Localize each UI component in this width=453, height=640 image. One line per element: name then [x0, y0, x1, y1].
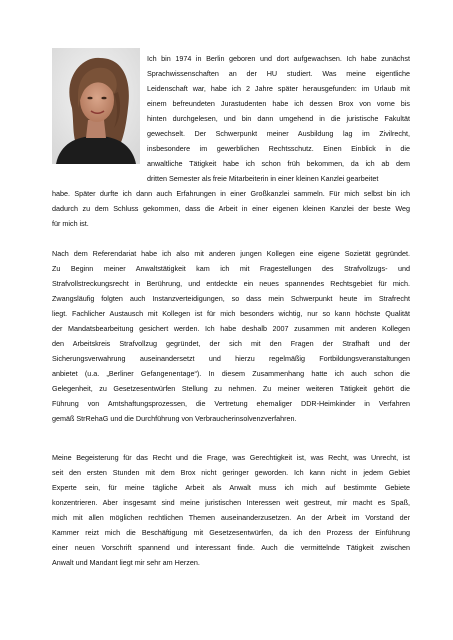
career-paragraph [52, 246, 410, 426]
text-line: Zu Beginn meiner Anwaltstätigkeit kam ich mit Fragestellungen des Strafvollzugs- und [52, 264, 410, 273]
text-line: Meine Begeisterung für das Recht und die Frage, was Gerechtigkeit ist, was Recht, was Unrecht, ist [52, 453, 410, 462]
text-line: der Mandatsbearbeitung gesichert werden. Ich habe deshalb 2007 zusammen mit anderen Kollegen [52, 324, 410, 333]
text-line: hinten durchgelesen, und bin dann umgehend in die juristische Fakultät [147, 114, 410, 123]
text-line: dritten Semester als freie Mitarbeiterin in einer kleinen Kanzlei gearbeitet [147, 174, 379, 183]
text-line: habe. Später durfte ich dann auch Erfahrungen in einer Großkanzlei sammeln. Für mich selbst bin ich [52, 189, 410, 198]
text-line: einer neuen Vorschrift spannend und interessant finde. Auch die vermittelnde Tätigkeit zwischen [52, 543, 410, 552]
intro-paragraph [147, 51, 410, 186]
text-line: Anwalt und Mandant liegt mir sehr am Herzen. [52, 558, 200, 567]
portrait-photo [52, 48, 140, 164]
text-line: Leidenschaft war, habe ich 2 Jahre später herausgefunden: im Urlaub mit [147, 84, 410, 93]
text-line: gemäß StrRehaG und die Durchführung von Verbraucherinsolvenzverfahren. [52, 414, 297, 423]
intro-paragraph-continuation [52, 186, 410, 231]
text-line: anbietet (u.a. „Berliner Gefangenentage“). In diesem Zusammenhang hatte ich auch schon die [52, 369, 410, 378]
text-line: Sicherungsverwahrung auseinandersetzt und hierzu regelmäßig Fortbildungsveranstaltungen [52, 354, 410, 363]
text-line: Nach dem Referendariat habe ich also mit anderen jungen Kollegen eine eigene Sozietät gegründet. [52, 249, 410, 258]
text-line: konzentrieren. Aber insgesamt sind meine juristischen Interessen weit gestreut, mir macht es Spaß, [52, 498, 410, 507]
text-line: Führung von Amtshaftungsprozessen, die Vertretung ehemaliger DDR-Heimkinder in Verfahren [52, 399, 410, 408]
text-line: Experte sein, für meine tägliche Arbeit als Anwalt muss ich mich auf bestimmte Gebiete [52, 483, 410, 492]
text-line: für mich ist. [52, 219, 89, 228]
interests-paragraph [52, 450, 410, 570]
text-line: Sprachwissenschaften an der HU studiert. Was meine eigentliche [147, 69, 410, 78]
portrait-image [52, 48, 140, 164]
text-line: mich mit allen möglichen rechtlichen Themen auseinanderzusetzen. An der Arbeit im Vorstand der [52, 513, 410, 522]
text-line: insbesondere im gewerblichen Rechtsschutz. Einen Einblick in die [147, 144, 410, 153]
text-line: anwaltliche Tätigkeit habe ich schon früh bekommen, da ich ab dem [147, 159, 410, 168]
text-line: einem befreundeten Jurastudenten habe ich dessen Brox von vorne bis [147, 99, 410, 108]
text-line: Strafvollstreckungsrecht in Berührung, und entdeckte ein neues spannendes Rechtsgebiet für mich. [52, 279, 410, 288]
text-line: Gelegenheit, zu Gesetzesentwürfen Stellung zu nehmen. Zu meiner weiteren Tätigkeit gehört die [52, 384, 410, 393]
text-line: liegt. Fachlicher Austausch mit Kollegen ist für mich besonders wichtig, nur so kann höchste Qualität [52, 309, 410, 318]
text-line: Zwangsläufig folgten auch Instanzverteidigungen, so dass mein Schwerpunkt heute im Strafrecht [52, 294, 410, 303]
text-line: seit den ersten Stunden mit dem Brox nicht geringer geworden. Ich kann nicht in jedem Gebiet [52, 468, 410, 477]
text-line: gewechselt. Der Schwerpunkt meiner Ausbildung lag im Zivilrecht, [147, 129, 410, 138]
text-line: Ich bin 1974 in Berlin geboren und dort aufgewachsen. Ich habe zunächst [147, 54, 410, 63]
text-line: dadurch zu dem Schluss gekommen, dass die Arbeit in einer eigenen kleinen Kanzlei der beste Weg [52, 204, 410, 213]
text-line: den Arbeitskreis Strafvollzug gegründet, der sich mit den Fragen der Strafhaft und der [52, 339, 410, 348]
text-line: Kammer reizt mich die Beschäftigung mit Gesetzesentwürfen, da ich den Prozess der Einführung [52, 528, 410, 537]
